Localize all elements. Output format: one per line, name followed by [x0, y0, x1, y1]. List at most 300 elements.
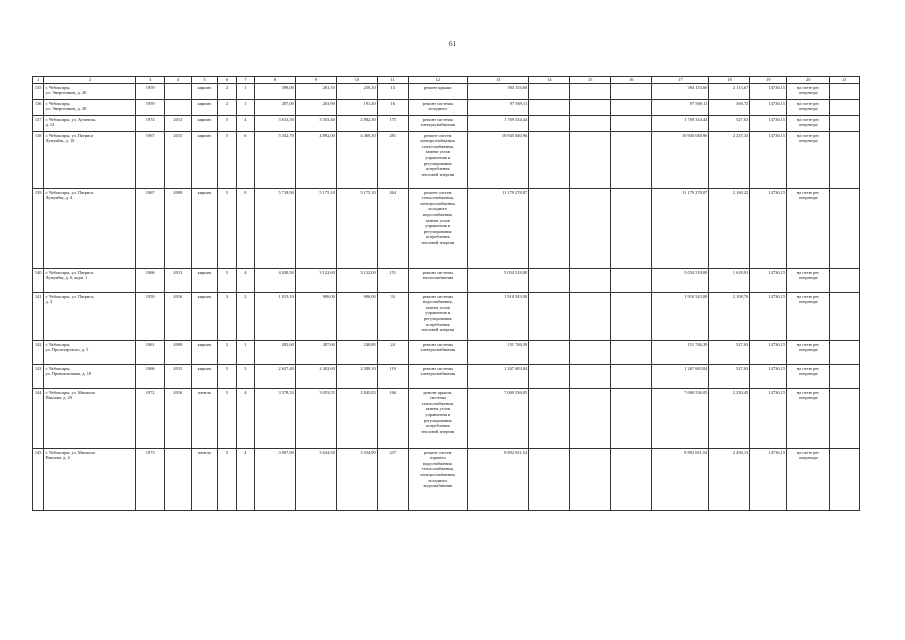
work-type-cell-line: водоснабжения,	[422, 211, 453, 217]
extra-cell	[830, 341, 860, 365]
fund-method-cell-line: на счете рег.	[796, 449, 820, 455]
living-area-cell: 3 634,50	[296, 449, 337, 511]
year-built-cell: 1967	[136, 189, 165, 269]
residents-cell: 281	[377, 132, 408, 189]
floors-cell: 5	[218, 269, 236, 293]
row-number: 135	[33, 84, 44, 100]
extra-cell	[830, 100, 860, 116]
extra-cell	[830, 269, 860, 293]
column-number: 3	[136, 77, 165, 84]
unit-cost-cell: 527,63	[709, 365, 750, 389]
living-area-cell: 5 175,10	[296, 189, 337, 269]
work-type-cell-line: регулирования	[423, 417, 452, 423]
year-built-cell: 1959	[136, 100, 165, 116]
extra-cell	[830, 189, 860, 269]
table-row	[33, 100, 860, 116]
year-repair-cell	[165, 100, 192, 116]
year-built-cell: 1959	[136, 84, 165, 100]
total-area-cell: 398,00	[255, 84, 296, 100]
work-type-cell-line: замена узлов	[425, 149, 450, 155]
fund-cell	[529, 132, 570, 189]
fund-method-cell	[787, 293, 830, 341]
fund-method-cell-line: оператора	[798, 106, 818, 112]
extra-cell	[830, 365, 860, 389]
year-built-cell: 1966	[136, 269, 165, 293]
address-cell	[44, 341, 136, 365]
wall-material-cell: панель	[191, 389, 218, 449]
extra-cell	[830, 389, 860, 449]
work-type-cell	[408, 365, 467, 389]
address-cell-line: г. Чебоксары,	[45, 365, 71, 371]
column-number: 11	[377, 77, 408, 84]
floors-cell: 2	[218, 341, 236, 365]
private-area-cell: 2 882,30	[336, 116, 377, 132]
address-cell-line: д. 12	[45, 122, 55, 128]
local-budget-cell	[611, 189, 652, 269]
budget-cell	[570, 100, 611, 116]
unit-cost-cell: 527,63	[709, 116, 750, 132]
local-budget-cell	[611, 341, 652, 365]
wall-material-cell: кирпич	[191, 84, 218, 100]
budget-cell	[570, 365, 611, 389]
private-area-cell: 5 175,10	[336, 189, 377, 269]
local-budget-cell	[611, 293, 652, 341]
entrances-cell: 1	[236, 100, 254, 116]
column-number: 1	[33, 77, 44, 84]
work-type-cell-line: тепловой энергии	[421, 239, 455, 245]
row-number: 144	[33, 389, 44, 449]
table-row	[33, 389, 860, 449]
table-row	[33, 189, 860, 269]
total-cost-cell: 97 569,11	[467, 100, 528, 116]
entrances-cell: 4	[236, 449, 254, 511]
unit-cost-cell: 2 450,13	[709, 449, 750, 511]
fund-method-cell	[787, 341, 830, 365]
residents-cell: 24	[377, 341, 408, 365]
column-number: 12	[408, 77, 467, 84]
total-cost-cell: 8 892 651,54	[467, 449, 528, 511]
table-row	[33, 132, 860, 189]
local-budget-cell	[611, 449, 652, 511]
fund-method-cell-line: на счете рег.	[796, 293, 820, 299]
wall-material-cell: панель	[191, 449, 218, 511]
column-number: 17	[652, 77, 709, 84]
work-type-cell-line: регулирования	[423, 160, 452, 166]
work-type-cell-line: холодного	[428, 106, 448, 112]
residents-cell: 13	[377, 84, 408, 100]
unit-cost-cell: 1 618,91	[709, 269, 750, 293]
residents-cell: 264	[377, 189, 408, 269]
floors-cell: 5	[218, 189, 236, 269]
table-row	[33, 269, 860, 293]
work-type-cell	[408, 269, 467, 293]
total-area-cell: 2 627,40	[255, 365, 296, 389]
wall-material-cell: кирпич	[191, 341, 218, 365]
total-area-cell: 283,60	[255, 341, 296, 365]
column-number: 4	[165, 77, 192, 84]
fund-cell	[529, 293, 570, 341]
fund-method-cell	[787, 389, 830, 449]
total-area-cell: 1 015,10	[255, 293, 296, 341]
entrances-cell: 4	[236, 116, 254, 132]
year-repair-cell: 2016	[165, 389, 192, 449]
private-area-cell: 2 845,83	[336, 389, 377, 449]
living-area-cell: 287,60	[296, 341, 337, 365]
fund-method-cell-line: оператора	[798, 299, 818, 305]
work-type-cell-line: теплоснабжения,	[421, 466, 454, 472]
year-repair-cell	[165, 84, 192, 100]
address-cell	[44, 269, 136, 293]
fund-method-cell	[787, 269, 830, 293]
living-area-cell: 4 892,00	[296, 132, 337, 189]
private-area-cell: 3 554,90	[336, 449, 377, 511]
residents-cell: 166	[377, 389, 408, 449]
fund-method-cell-line: оператора	[798, 90, 818, 96]
fund-method-cell-line: на счете рег.	[796, 100, 820, 106]
total-area-cell: 3 613,50	[255, 116, 296, 132]
work-type-cell-line: потребления	[425, 423, 450, 429]
living-area-cell: 263,90	[296, 100, 337, 116]
living-area-cell: 281,10	[296, 84, 337, 100]
work-type-cell-line: ремонт систем	[424, 189, 452, 195]
wall-material-cell: кирпич	[191, 365, 218, 389]
year-built-cell: 1961	[136, 341, 165, 365]
column-number-row	[33, 77, 860, 84]
address-cell-line: Лумумбы, д. 6, корп. 1	[45, 275, 88, 281]
work-type-cell-line: водоснабжения	[423, 483, 453, 489]
extra-cell	[830, 293, 860, 341]
owners-funds-cell: 7 069 536,05	[652, 389, 709, 449]
extra-cell	[830, 132, 860, 189]
unit-cost-cell: 369,72	[709, 100, 750, 116]
year-repair-cell	[165, 449, 192, 511]
floors-cell: 2	[218, 84, 236, 100]
address-cell	[44, 132, 136, 189]
address-cell-line: г. Чебоксары, ул. Патриса,	[45, 293, 95, 299]
fund-method-cell-line: оператора	[798, 347, 818, 353]
work-type-cell-line: теплоснабжения,	[421, 195, 454, 201]
work-type-cell-line: электроснабжения,	[419, 138, 456, 144]
work-type-cell-line: водоснабжения,	[422, 460, 453, 466]
work-type-cell	[408, 132, 467, 189]
fund-method-cell	[787, 132, 830, 189]
work-type-cell	[408, 293, 467, 341]
floors-cell: 5	[218, 116, 236, 132]
table-row	[33, 293, 860, 341]
wall-material-cell: кирпич	[191, 132, 218, 189]
local-budget-cell	[611, 100, 652, 116]
year-repair-cell: 2013	[165, 269, 192, 293]
local-budget-cell	[611, 269, 652, 293]
total-cost-cell: 151 746,39	[467, 341, 528, 365]
unit-cost-cell: 2 113,67	[709, 84, 750, 100]
address-cell-line: г. Чебоксары, ул. Патриса	[45, 269, 94, 275]
total-area-cell: 4 028,50	[255, 269, 296, 293]
living-area-cell: 2 402,60	[296, 365, 337, 389]
residents-cell: 237	[377, 449, 408, 511]
total-cost-cell: 1 769 334,44	[467, 116, 528, 132]
living-area-cell: 3 122,60	[296, 269, 337, 293]
address-cell	[44, 389, 136, 449]
work-type-cell-line: ремонт систем	[424, 132, 452, 138]
work-type-cell	[408, 189, 467, 269]
living-area-cell: 3 353,40	[296, 116, 337, 132]
work-type-cell	[408, 84, 467, 100]
private-area-cell: 250,10	[336, 84, 377, 100]
address-cell-line: г. Чебоксары, ул. Михаила	[45, 389, 95, 395]
budget-cell	[570, 449, 611, 511]
residents-cell: 119	[377, 365, 408, 389]
wall-material-cell: кирпич	[191, 100, 218, 116]
work-type-cell-line: замена узлов	[425, 217, 450, 223]
work-type-cell-line: регулирования	[423, 228, 452, 234]
entrances-cell: 8	[236, 189, 254, 269]
fund-method-cell-line: на счете рег.	[796, 84, 820, 90]
work-type-cell-line: электроснабжения,	[419, 200, 456, 206]
year-built-cell: 1966	[136, 365, 165, 389]
repair-program-table	[32, 76, 860, 511]
owners-funds-cell: 10 945 040,96	[652, 132, 709, 189]
address-cell-line: ул. Привокзальная, д. 10	[45, 371, 92, 377]
floors-cell: 5	[218, 132, 236, 189]
fund-method-cell	[787, 116, 830, 132]
budget-cell	[570, 84, 611, 100]
row-number: 137	[33, 116, 44, 132]
fund-cell	[529, 189, 570, 269]
address-cell	[44, 84, 136, 100]
entrances-cell: 2	[236, 293, 254, 341]
column-number: 6	[218, 77, 236, 84]
work-type-cell-line: тепловой энергии	[421, 428, 455, 434]
extra-cell	[830, 116, 860, 132]
floors-cell: 5	[218, 449, 236, 511]
work-type-cell-line: управления и	[425, 223, 451, 229]
residents-cell: 175	[377, 116, 408, 132]
fund-method-cell-line: оператора	[798, 138, 818, 144]
year-built-cell: 1967	[136, 132, 165, 189]
owners-funds-cell: 1 267 683,84	[652, 365, 709, 389]
owners-funds-cell: 1 910 543,00	[652, 293, 709, 341]
work-type-cell-line: замена узлов	[425, 304, 450, 310]
owners-funds-cell: 1 769 334,44	[652, 116, 709, 132]
total-cost-cell: 1 910 543,00	[467, 293, 528, 341]
extra-cell	[830, 84, 860, 100]
fund-method-cell-line: оператора	[798, 371, 818, 377]
local-budget-cell	[611, 132, 652, 189]
work-type-cell-line: ремонт систем	[424, 449, 452, 455]
address-cell-line: г. Чебоксары,	[45, 341, 71, 347]
entrances-cell: 1	[236, 341, 254, 365]
work-type-cell	[408, 389, 467, 449]
max-unit-cost-cell: 14736,15	[750, 100, 787, 116]
address-cell-line: г. Чебоксары,	[45, 84, 71, 90]
page-number: 61	[449, 40, 456, 48]
address-cell-line: г. Чебоксары, ул. Патриса	[45, 132, 94, 138]
fund-method-cell-line: на счете рег.	[796, 116, 820, 122]
table-row	[33, 84, 860, 100]
floors-cell: 2	[218, 100, 236, 116]
owners-funds-cell: 11 179 278,87	[652, 189, 709, 269]
work-type-cell-line: холодного	[428, 206, 448, 212]
address-cell-line: Лумумбы, д. 10	[45, 138, 75, 144]
column-number: 20	[787, 77, 830, 84]
address-cell	[44, 365, 136, 389]
total-cost-cell: 394 153,60	[467, 84, 528, 100]
floors-cell: 5	[218, 389, 236, 449]
work-type-cell-line: замена узлов	[425, 406, 450, 412]
owners-funds-cell: 394 153,60	[652, 84, 709, 100]
work-type-cell-line: управления и	[425, 310, 451, 316]
private-area-cell: 2 380,10	[336, 365, 377, 389]
fund-cell	[529, 389, 570, 449]
column-number: 13	[467, 77, 528, 84]
work-type-cell-line: электроснабжения,	[419, 471, 456, 477]
work-type-cell-line: электроснабжения	[420, 371, 456, 377]
total-cost-cell: 11 179 278,87	[467, 189, 528, 269]
entrances-cell: 4	[236, 269, 254, 293]
column-number: 18	[709, 77, 750, 84]
work-type-cell-line: теплоснабжения,	[421, 143, 454, 149]
max-unit-cost-cell: 14736,15	[750, 365, 787, 389]
column-number: 16	[611, 77, 652, 84]
year-built-cell: 1972	[136, 389, 165, 449]
local-budget-cell	[611, 84, 652, 100]
budget-cell	[570, 116, 611, 132]
work-type-cell-line: потребления	[425, 234, 450, 240]
private-area-cell: 4 469,30	[336, 132, 377, 189]
max-unit-cost-cell: 14736,15	[750, 341, 787, 365]
address-cell-line: г. Чебоксары, ул. Хузангая,	[45, 116, 96, 122]
column-number: 14	[529, 77, 570, 84]
local-budget-cell	[611, 389, 652, 449]
table-row	[33, 449, 860, 511]
total-cost-cell: 1 267 683,84	[467, 365, 528, 389]
row-number: 141	[33, 293, 44, 341]
max-unit-cost-cell: 14736,15	[750, 293, 787, 341]
fund-cell	[529, 100, 570, 116]
owners-funds-cell: 8 892 651,54	[652, 449, 709, 511]
row-number: 143	[33, 365, 44, 389]
address-cell	[44, 449, 136, 511]
budget-cell	[570, 341, 611, 365]
address-cell-line: Павлова, д. 4	[45, 455, 70, 461]
max-unit-cost-cell: 14736,15	[750, 269, 787, 293]
work-type-cell-line: регулирования	[423, 315, 452, 321]
floors-cell: 5	[218, 365, 236, 389]
row-number: 142	[33, 341, 44, 365]
fund-method-cell-line: на счете рег.	[796, 269, 820, 275]
work-type-cell-line: ремонт системы	[422, 116, 453, 122]
table-row	[33, 116, 860, 132]
budget-cell	[570, 293, 611, 341]
table-row	[33, 365, 860, 389]
row-number: 145	[33, 449, 44, 511]
work-type-cell-line: теплоснабжения	[422, 275, 454, 281]
residents-cell: 33	[377, 293, 408, 341]
wall-material-cell: кирпич	[191, 293, 218, 341]
fund-cell	[529, 84, 570, 100]
year-repair-cell: 2015	[165, 365, 192, 389]
unit-cost-cell: 2 160,22	[709, 189, 750, 269]
unit-cost-cell: 2 237,33	[709, 132, 750, 189]
living-area-cell: 906,00	[296, 293, 337, 341]
entrances-cell: 3	[236, 365, 254, 389]
address-cell-line: ул. Пролетарского, д. 5	[45, 347, 89, 353]
work-type-cell-line: тепловой энергии	[421, 327, 455, 333]
budget-cell	[570, 189, 611, 269]
total-area-cell: 5 342,70	[255, 132, 296, 189]
year-repair-cell: 2015	[165, 132, 192, 189]
address-cell	[44, 116, 136, 132]
owners-funds-cell: 151 746,39	[652, 341, 709, 365]
address-cell-line: г. Чебоксары,	[45, 100, 71, 106]
private-area-cell: 906,00	[336, 293, 377, 341]
owners-funds-cell: 5 054 518,00	[652, 269, 709, 293]
work-type-cell-line: управления и	[425, 154, 451, 160]
total-area-cell: 287,00	[255, 100, 296, 116]
table-row	[33, 341, 860, 365]
total-cost-cell: 7 069 536,05	[467, 389, 528, 449]
fund-method-cell-line: на счете рег.	[796, 189, 820, 195]
work-type-cell-line: ремонт системы	[422, 365, 453, 371]
row-number: 138	[33, 132, 44, 189]
budget-cell	[570, 269, 611, 293]
row-number: 140	[33, 269, 44, 293]
column-number: 21	[830, 77, 860, 84]
fund-method-cell-line: оператора	[798, 455, 818, 461]
column-number: 2	[44, 77, 136, 84]
living-area-cell: 3 053,55	[296, 389, 337, 449]
max-unit-cost-cell: 14736,15	[750, 84, 787, 100]
work-type-cell-line: ремонт системы	[422, 341, 453, 347]
local-budget-cell	[611, 365, 652, 389]
work-type-cell	[408, 341, 467, 365]
work-type-cell-line: ремонт крыши	[424, 84, 452, 90]
year-repair-cell: 2009	[165, 189, 192, 269]
private-area-cell: 191,40	[336, 100, 377, 116]
column-number: 19	[750, 77, 787, 84]
address-cell	[44, 100, 136, 116]
fund-cell	[529, 449, 570, 511]
fund-method-cell-line: на счете рег.	[796, 341, 820, 347]
work-type-cell-line: электроснабжения	[420, 347, 456, 353]
year-repair-cell: 2016	[165, 293, 192, 341]
wall-material-cell: кирпич	[191, 189, 218, 269]
fund-method-cell	[787, 449, 830, 511]
year-built-cell: 1959	[136, 293, 165, 341]
residents-cell: 16	[377, 100, 408, 116]
total-area-cell: 3 578,33	[255, 389, 296, 449]
address-cell-line: ул. Энергетиков, д. 26	[45, 90, 87, 96]
residents-cell: 151	[377, 269, 408, 293]
fund-method-cell	[787, 84, 830, 100]
extra-cell	[830, 449, 860, 511]
column-number: 15	[570, 77, 611, 84]
work-type-cell-line: ремонт системы	[422, 293, 453, 299]
work-type-cell	[408, 449, 467, 511]
column-number: 10	[336, 77, 377, 84]
fund-method-cell-line: оператора	[798, 122, 818, 128]
fund-cell	[529, 116, 570, 132]
address-cell-line: Лумумбы, д. 4	[45, 195, 73, 201]
work-type-cell-line: холодного	[428, 477, 448, 483]
address-cell-line: Павлова, д. 29	[45, 395, 72, 401]
total-area-cell: 3 907,90	[255, 449, 296, 511]
row-number: 136	[33, 100, 44, 116]
fund-method-cell	[787, 189, 830, 269]
year-repair-cell: 2013	[165, 116, 192, 132]
year-built-cell: 1973	[136, 449, 165, 511]
